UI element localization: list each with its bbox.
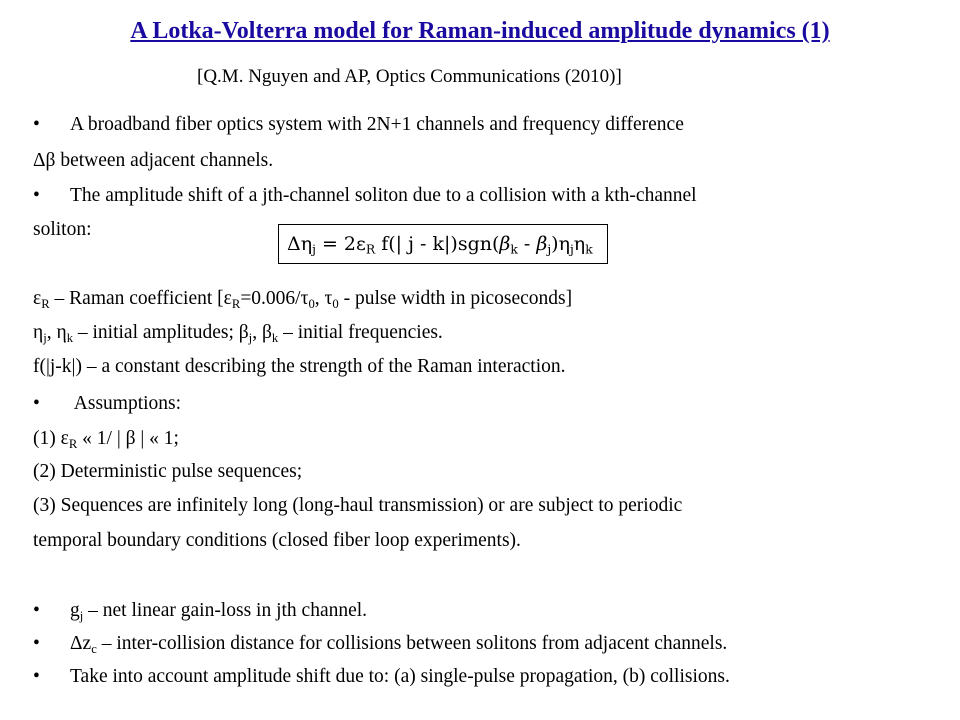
text: – inter-collision distance for collisions between solitons from adjacent channels. [96,633,728,654]
formula-part: β [499,233,511,255]
formula-sub: j [569,242,574,257]
sub-j: j [248,330,253,345]
beta-symbol: β [261,322,272,343]
text: – net linear gain-loss in jth channel. [83,600,368,621]
sub-R: R [68,436,78,451]
eta-symbol: η [33,322,44,343]
bullet-gain-loss [33,600,367,624]
sub-0: 0 [332,296,339,311]
formula-part: - [517,233,537,255]
line-text: A broadband fiber optics system with 2N+1 channels and frequency difference [70,114,684,135]
text: - pulse width in picoseconds] [338,288,573,309]
formula-part: β [536,233,548,255]
text: « 1/ | β | « 1; [77,428,179,449]
line-raman-coefficient [33,288,572,312]
text: , [252,322,262,343]
sub-c: c [91,641,97,656]
slide-title: A Lotka-Volterra model for Raman-induced amplitude dynamics (1) [130,18,830,44]
delta-beta-symbol: Δβ [33,150,56,171]
beta-symbol: β [238,322,249,343]
bullet-mark: • [33,600,40,621]
collision-formula [278,224,608,264]
formula-sub: j [547,242,552,257]
epsilon-symbol: ε [60,428,69,449]
line-text: Take into account amplitude shift due to: (a) single-pulse propagation, (b) collisions. [70,666,730,687]
delta-z-symbol: Δz [70,633,92,654]
formula-part: = 2ε [315,233,366,255]
epsilon-symbol: ε [223,288,232,309]
text: , [314,288,325,309]
formula-part: )η [551,233,570,255]
assumption-1 [33,428,179,452]
sub-k: k [271,330,279,345]
sub-k: k [66,330,74,345]
line-soliton: soliton: [33,219,92,240]
bullet-amplitude-shift [33,185,697,207]
citation: [Q.M. Nguyen and AP, Optics Communications (2010)] [197,66,622,87]
sub-R: R [231,296,241,311]
bullet-mark: • [33,114,40,135]
sub-j: j [79,608,84,623]
epsilon-symbol: ε [33,288,42,309]
bullet-mark: • [33,393,40,414]
formula-part: Δη [287,233,313,255]
sub-j: j [43,330,47,345]
formula-sub: k [585,242,593,257]
text: , [46,322,57,343]
bullet-mark: • [33,666,40,687]
line-f-constant: f(|j-k|) – a constant describing the strength of the Raman interaction. [33,356,566,377]
sub-R: R [41,296,50,311]
text: – Raman coefficient [ [49,288,224,309]
text: – initial frequencies. [278,322,443,343]
formula-sub: k [510,242,518,257]
tau-symbol: τ [300,288,309,309]
assumption-3: (3) Sequences are infinitely long (long-haul transmission) or are subject to periodic [33,495,683,516]
line-text: The amplitude shift of a jth-channel soliton due to a collision with a kth-channel [70,185,697,206]
text: =0.006/ [240,288,301,309]
formula-part: η [573,233,586,255]
line-text: between adjacent channels. [55,150,274,171]
bullet-amplitude-account [33,666,730,688]
bullet-broadband [33,114,684,136]
assumption-3-cont: temporal boundary conditions (closed fiber loop experiments). [33,530,521,551]
line-text: Assumptions: [70,393,182,414]
g-symbol: g [70,600,80,621]
bullet-inter-collision [33,633,727,657]
formula-sub: j [312,242,316,257]
bullet-mark: • [33,185,40,206]
text: (1) [33,428,61,449]
sub-0: 0 [308,296,315,311]
bullet-assumptions [33,393,181,415]
tau-symbol: τ [324,288,333,309]
eta-symbol: η [56,322,67,343]
line-delta-beta [33,150,273,172]
assumption-2: (2) Deterministic pulse sequences; [33,461,303,482]
text: – initial amplitudes; [73,322,239,343]
line-initial-values [33,322,443,346]
formula-sub: R [365,242,376,257]
bullet-mark: • [33,633,40,654]
formula-part: f(| j - k|)sgn( [375,233,500,255]
